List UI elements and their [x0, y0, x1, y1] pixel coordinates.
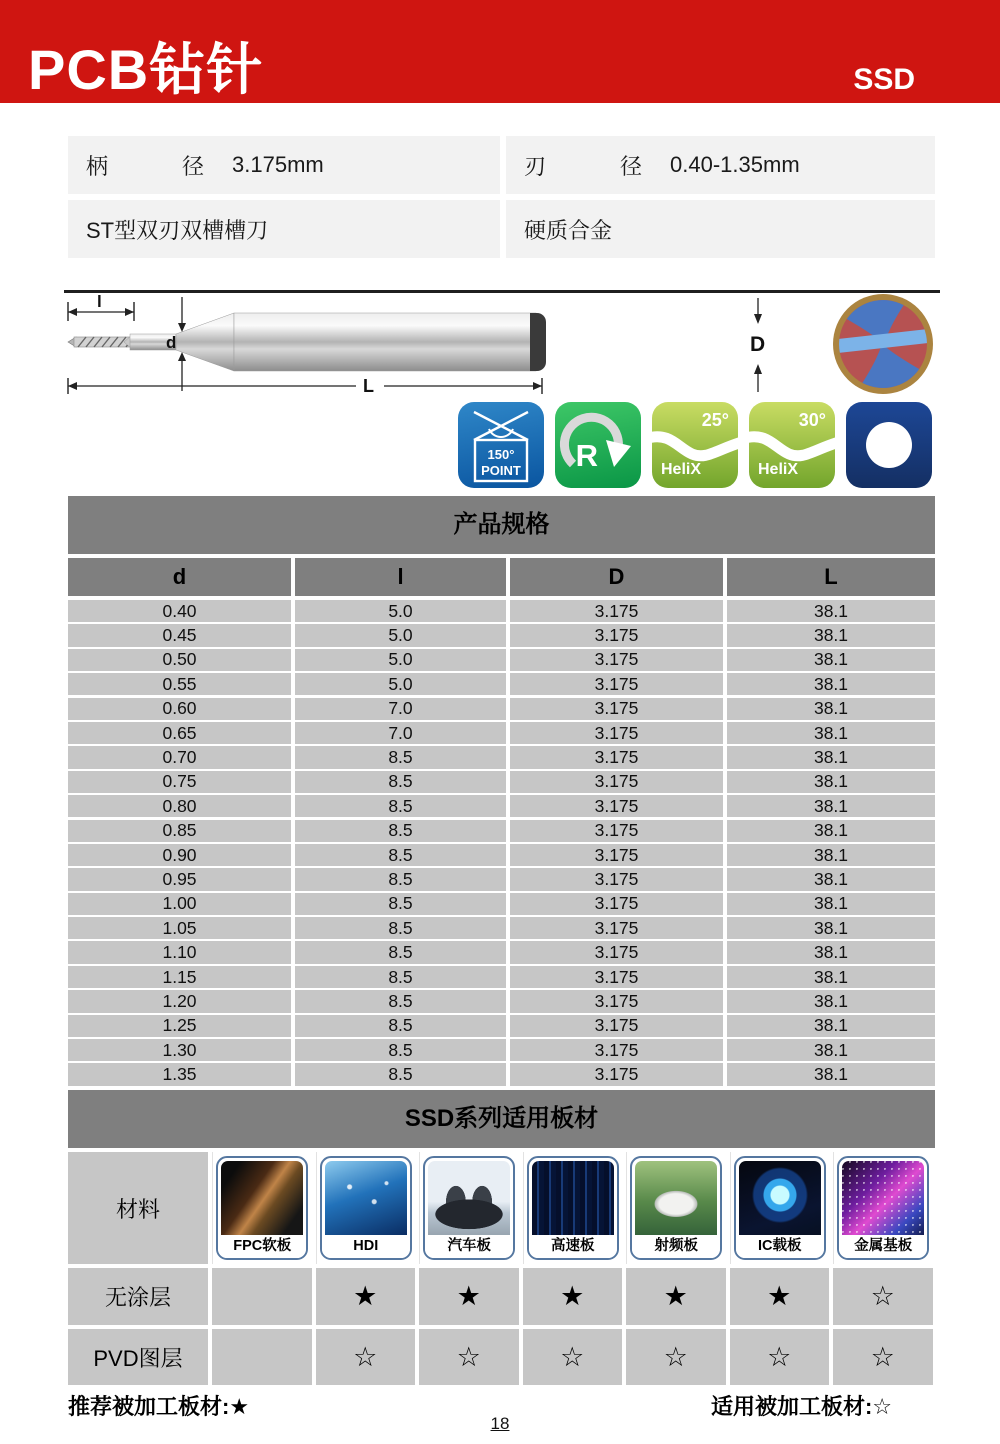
- drill-technical-drawing: [64, 294, 936, 398]
- spec-table-body: [68, 600, 935, 1086]
- table-cell: 1.30: [68, 1039, 291, 1061]
- taper-section: [176, 313, 234, 371]
- material-label: FPC软板: [218, 1235, 306, 1258]
- material-label: 高速板: [529, 1235, 617, 1258]
- star-cell: ☆: [833, 1268, 933, 1325]
- table-cell: 1.20: [68, 990, 291, 1012]
- material-cell: [419, 1152, 519, 1264]
- rating-row-1: [68, 1329, 935, 1385]
- star-cell: ★: [626, 1268, 726, 1325]
- table-cell: 0.65: [68, 722, 291, 744]
- point-angle-badge: [458, 402, 544, 488]
- table-cell: 38.1: [727, 698, 935, 720]
- table-cell: 1.05: [68, 917, 291, 939]
- table-cell: 38.1: [727, 917, 935, 939]
- dim-d-label: d: [166, 333, 177, 352]
- table-cell: 8.5: [295, 746, 506, 768]
- star-cell: [212, 1268, 312, 1325]
- table-cell: 38.1: [727, 990, 935, 1012]
- table-row: [68, 893, 935, 915]
- page-title: PCB钻针: [28, 38, 264, 101]
- table-cell: 0.45: [68, 624, 291, 646]
- footer-suitable: 适用被加工板材:☆: [710, 1394, 892, 1419]
- shank-section: [234, 313, 536, 371]
- table-cell: 1.35: [68, 1063, 291, 1085]
- table-cell: 3.175: [510, 722, 723, 744]
- material-label: 汽车板: [425, 1235, 513, 1258]
- table-row: [68, 941, 935, 963]
- helix-angle: 30°: [798, 410, 826, 430]
- star-cell: ★: [316, 1268, 416, 1325]
- table-cell: 8.5: [295, 820, 506, 842]
- table-cell: 5.0: [295, 673, 506, 695]
- table-cell: 5.0: [295, 649, 506, 671]
- dim-l-label: l: [97, 294, 102, 311]
- table-cell: 8.5: [295, 844, 506, 866]
- table-row: [68, 746, 935, 768]
- table-cell: 3.175: [510, 844, 723, 866]
- table-cell: 7.0: [295, 722, 506, 744]
- page-number: 18: [490, 1414, 510, 1433]
- table-cell: 38.1: [727, 600, 935, 622]
- feature-badges: [458, 402, 932, 488]
- material-image: [842, 1161, 924, 1235]
- blade-label: 刃: [524, 153, 547, 179]
- shank-end-cap: [530, 313, 546, 371]
- table-cell: 3.175: [510, 893, 723, 915]
- table-cell: 38.1: [727, 941, 935, 963]
- table-cell: 3.175: [510, 820, 723, 842]
- table-cell: 3.175: [510, 1015, 723, 1037]
- helix-word: HeliX: [661, 461, 702, 478]
- spec-table-header: [68, 558, 935, 596]
- tool-type-cell: ST型双刃双槽槽刀: [68, 200, 500, 258]
- table-cell: 3.175: [510, 868, 723, 890]
- material-cell: [316, 1152, 416, 1264]
- footer-recommended: 推荐被加工板材:★: [68, 1394, 250, 1419]
- table-row: [68, 698, 935, 720]
- table-cell: 38.1: [727, 868, 935, 890]
- star-cell: ☆: [626, 1329, 726, 1385]
- material-image: [325, 1161, 407, 1235]
- table-cell: 3.175: [510, 600, 723, 622]
- material-cell: [730, 1152, 830, 1264]
- table-row: [68, 624, 935, 646]
- materials-row-label: 材料: [68, 1152, 208, 1264]
- table-cell: 3.175: [510, 1063, 723, 1085]
- table-cell: 38.1: [727, 1015, 935, 1037]
- material-label: HDI: [322, 1235, 410, 1258]
- dim-D-label: D: [750, 333, 766, 356]
- rotation-letter: R: [575, 438, 598, 473]
- table-cell: 8.5: [295, 917, 506, 939]
- table-cell: 38.1: [727, 746, 935, 768]
- table-row: [68, 966, 935, 988]
- table-cell: 38.1: [727, 1039, 935, 1061]
- table-cell: 38.1: [727, 893, 935, 915]
- rating-label: PVD图层: [68, 1329, 208, 1385]
- table-cell: 3.175: [510, 966, 723, 988]
- rating-row-0: [68, 1268, 935, 1325]
- col-header-l: l: [295, 558, 506, 596]
- table-row: [68, 917, 935, 939]
- spec-strip-row2: [68, 200, 935, 258]
- material-image: [739, 1161, 821, 1235]
- materials-title: SSD系列适用板材: [68, 1090, 935, 1148]
- shank-label2: 径: [182, 153, 205, 179]
- table-row: [68, 600, 935, 622]
- helix-angle: 25°: [701, 410, 729, 430]
- table-row: [68, 1015, 935, 1037]
- table-cell: 8.5: [295, 1063, 506, 1085]
- divider-line: [64, 290, 940, 293]
- table-cell: 0.40: [68, 600, 291, 622]
- helix-word: HeliX: [758, 461, 799, 478]
- table-cell: 38.1: [727, 966, 935, 988]
- table-cell: 8.5: [295, 966, 506, 988]
- table-cell: 3.175: [510, 673, 723, 695]
- table-cell: 38.1: [727, 820, 935, 842]
- material-label: IC载板: [736, 1235, 824, 1258]
- table-cell: 0.55: [68, 673, 291, 695]
- shank-value: 3.175mm: [232, 152, 324, 177]
- material-label: 射频板: [632, 1235, 720, 1258]
- table-row: [68, 868, 935, 890]
- table-cell: 0.90: [68, 844, 291, 866]
- table-cell: 3.175: [510, 795, 723, 817]
- table-row: [68, 649, 935, 671]
- shank-label: 柄: [86, 153, 109, 179]
- table-cell: 38.1: [727, 771, 935, 793]
- table-cell: 3.175: [510, 990, 723, 1012]
- table-cell: 3.175: [510, 917, 723, 939]
- table-cell: 0.60: [68, 698, 291, 720]
- spec-strip-row1: [68, 136, 935, 194]
- table-cell: 38.1: [727, 673, 935, 695]
- star-cell: ☆: [316, 1329, 416, 1385]
- star-cell: [212, 1329, 312, 1385]
- table-row: [68, 722, 935, 744]
- table-row: [68, 795, 935, 817]
- table-row: [68, 1063, 935, 1085]
- table-cell: 38.1: [727, 795, 935, 817]
- table-row: [68, 990, 935, 1012]
- table-cell: 3.175: [510, 771, 723, 793]
- table-cell: 38.1: [727, 649, 935, 671]
- star-cell: ☆: [730, 1329, 830, 1385]
- table-cell: 3.175: [510, 746, 723, 768]
- table-cell: 8.5: [295, 795, 506, 817]
- material-cell: [523, 1152, 623, 1264]
- table-cell: 38.1: [727, 844, 935, 866]
- star-cell: ★: [523, 1268, 623, 1325]
- material-image: [635, 1161, 717, 1235]
- page-banner: [0, 0, 1000, 103]
- col-header-D: D: [510, 558, 723, 596]
- table-cell: 1.10: [68, 941, 291, 963]
- point-angle-word: POINT: [481, 463, 521, 478]
- col-header-L: L: [727, 558, 935, 596]
- blade-diameter-cell: [506, 136, 935, 194]
- table-cell: 8.5: [295, 1039, 506, 1061]
- table-cell: 3.175: [510, 624, 723, 646]
- material-card: [527, 1156, 619, 1260]
- table-row: [68, 1039, 935, 1061]
- table-row: [68, 673, 935, 695]
- material-card: [320, 1156, 412, 1260]
- table-cell: 38.1: [727, 624, 935, 646]
- material-card: [630, 1156, 722, 1260]
- table-cell: 1.25: [68, 1015, 291, 1037]
- table-cell: 3.175: [510, 649, 723, 671]
- dim-L-label: L: [363, 376, 374, 396]
- table-cell: 38.1: [727, 722, 935, 744]
- star-cell: ☆: [523, 1329, 623, 1385]
- table-cell: 0.80: [68, 795, 291, 817]
- star-cell: ★: [730, 1268, 830, 1325]
- materials-row: [68, 1152, 935, 1264]
- point-angle-value: 150°: [487, 447, 515, 462]
- table-cell: 5.0: [295, 600, 506, 622]
- table-row: [68, 771, 935, 793]
- star-cell: ☆: [833, 1329, 933, 1385]
- material-cell: [626, 1152, 726, 1264]
- ring-icon: [866, 422, 912, 468]
- shank-diameter-cell: [68, 136, 500, 194]
- material-card: [734, 1156, 826, 1260]
- material-card: [423, 1156, 515, 1260]
- blade-value: 0.40-1.35mm: [670, 152, 800, 177]
- material-cell: [833, 1152, 933, 1264]
- table-cell: 3.175: [510, 1039, 723, 1061]
- table-cell: 8.5: [295, 893, 506, 915]
- table-cell: 38.1: [727, 1063, 935, 1085]
- table-cell: 8.5: [295, 771, 506, 793]
- material-image: [221, 1161, 303, 1235]
- table-cell: 5.0: [295, 624, 506, 646]
- material-image: [532, 1161, 614, 1235]
- star-cell: ★: [419, 1268, 519, 1325]
- table-cell: 3.175: [510, 698, 723, 720]
- helix-30-badge: [749, 402, 835, 488]
- material-image: [428, 1161, 510, 1235]
- star-cell: ☆: [419, 1329, 519, 1385]
- table-cell: 0.50: [68, 649, 291, 671]
- table-cell: 7.0: [295, 698, 506, 720]
- helix-25-badge: [652, 402, 738, 488]
- table-cell: 0.70: [68, 746, 291, 768]
- col-header-d: d: [68, 558, 291, 596]
- material-cell: [212, 1152, 312, 1264]
- table-row: [68, 844, 935, 866]
- table-cell: 1.15: [68, 966, 291, 988]
- material-card: [216, 1156, 308, 1260]
- table-cell: 8.5: [295, 1015, 506, 1037]
- table-cell: 8.5: [295, 941, 506, 963]
- table-cell: 0.75: [68, 771, 291, 793]
- rotation-badge: [555, 402, 641, 488]
- table-cell: 1.00: [68, 893, 291, 915]
- material-label: 金属基板: [839, 1235, 927, 1258]
- spec-table-title: 产品规格: [68, 496, 935, 554]
- table-cell: 0.95: [68, 868, 291, 890]
- material-type-cell: 硬质合金: [506, 200, 935, 258]
- series-label: SSD: [853, 63, 915, 96]
- material-card: [837, 1156, 929, 1260]
- table-row: [68, 820, 935, 842]
- table-cell: 0.85: [68, 820, 291, 842]
- cross-section-image: [833, 294, 933, 394]
- rating-label: 无涂层: [68, 1268, 208, 1325]
- table-cell: 8.5: [295, 868, 506, 890]
- blade-label2: 径: [620, 153, 643, 179]
- shank-ring-badge: [846, 402, 932, 488]
- table-cell: 8.5: [295, 990, 506, 1012]
- table-cell: 3.175: [510, 941, 723, 963]
